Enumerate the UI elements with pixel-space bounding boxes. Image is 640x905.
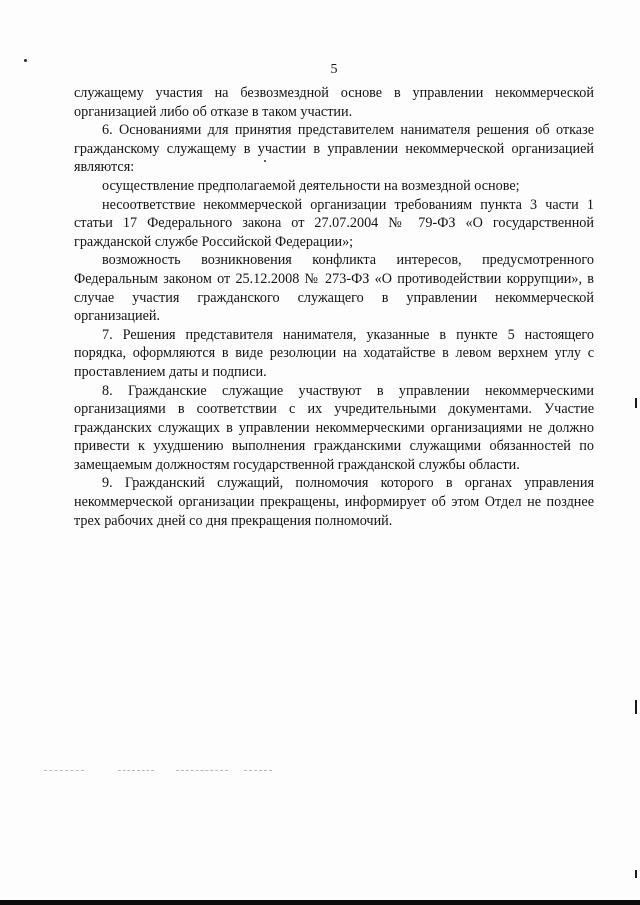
paragraph-continuation: служащему участия на безвозмездной основе в управлении некоммерческой организацией либо об отказе в таком участии. (74, 85, 594, 120)
scan-faint-line (244, 770, 272, 773)
paragraph-item-9: 9. Гражданский служащий, полномочия которого в органах управления некоммерческой организации прекращены, информирует об этом Отдел не позднее трех рабочих дней со дня прекращения полномочий. (74, 475, 594, 529)
scan-bottom-edge (0, 900, 640, 905)
scan-edge-mark (635, 398, 637, 408)
paragraph-item-8: 8. Гражданские служащие участвуют в управлении некоммерческими организациями в соответствии с их учредительными документами. Участие гражданских служащих в управлении некоммерческими организациями не должно привести к ухудшению выполнения гражданскими служащими обязанностей по замещаемым должностям государственной гражданской службы области. (74, 382, 594, 473)
scan-faint-line (176, 770, 228, 773)
scan-edge-mark (635, 700, 637, 714)
paragraph-item-7: 7. Решения представителя нанимателя, указанные в пункте 5 настоящего порядка, оформляются в виде резолюции на ходатайстве в левом верхнем углу с проставлением даты и подписи. (74, 326, 594, 380)
paragraph-ground-noncompliance: несоответствие некоммерческой организации требованиям пункта 3 части 1 статьи 17 Федерального закона от 27.07.2004 № 79-ФЗ «О государственной гражданской службе Российской Федерации»; (74, 196, 594, 250)
paragraph-item-6: 6. Основаниями для принятия представителем нанимателя решения об отказе гражданскому служащему в участии в управлении некоммерческой организацией являются: (74, 122, 594, 176)
scan-faint-line (118, 770, 154, 773)
scan-faint-line (44, 770, 84, 773)
page-number: 5 (330, 62, 338, 77)
scan-speck (264, 160, 266, 162)
scan-edge-mark (635, 870, 637, 878)
document-body (74, 84, 594, 530)
scan-speck (24, 59, 27, 62)
paragraph-ground-paid-activity: осуществление предполагаемой деятельности на возмездной основе; (102, 177, 520, 194)
paragraph-ground-conflict-of-interest: возможность возникновения конфликта интересов, предусмотренного Федеральным законом от 25.12.2008 № 273-ФЗ «О противодействии коррупции», в случае участия гражданского служащего в управлении некоммерческой организацией. (74, 252, 594, 325)
